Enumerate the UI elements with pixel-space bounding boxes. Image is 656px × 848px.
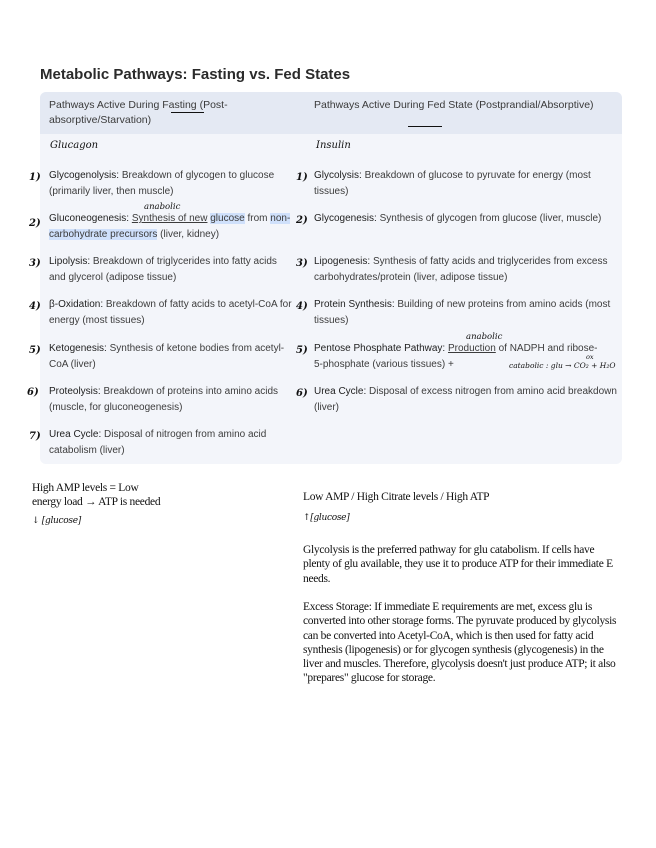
left-note-line-1: High AMP levels = Low <box>32 482 139 494</box>
right-row-number: 1) <box>296 172 308 183</box>
left-row-lipolysis <box>49 254 295 285</box>
left-row-number: 1) <box>29 172 41 183</box>
anabolic-annotation: anabolic <box>144 202 181 212</box>
left-row-number: 5) <box>29 345 41 356</box>
glucagon-annotation: Glucagon <box>50 140 99 151</box>
right-row-glycolysis <box>314 168 620 199</box>
pathway-description: Breakdown of glucose to pyruvate for energy (most tissues) <box>314 170 591 197</box>
left-row-beta-oxidation <box>49 297 295 328</box>
fed-header: Pathways Active During Fed State (Postprandial/Absorptive) <box>314 99 594 111</box>
pathway-name: Pentose Phosphate Pathway: <box>314 343 446 354</box>
pathway-description: Synthesis of new <box>131 213 208 224</box>
pathway-description: Breakdown of proteins into amino acids (muscle, for gluconeogenesis) <box>49 386 279 413</box>
left-row-number: 3) <box>29 258 41 269</box>
pathway-name: Urea Cycle: <box>314 386 367 397</box>
pathway-name: Urea Cycle: <box>49 429 102 440</box>
fed-underline <box>408 126 442 127</box>
catabolic-annotation: catabolic : glu → CO₂ + H₂O <box>509 361 616 370</box>
highlighted-text: glucose <box>210 213 245 224</box>
left-row-proteolysis <box>49 384 295 415</box>
anabolic-annotation: anabolic <box>466 332 503 342</box>
right-row-protein-synthesis <box>314 297 620 328</box>
pathway-name: Lipogenesis: <box>314 256 371 267</box>
pathway-description: Production <box>447 343 496 354</box>
excess-storage-paragraph: Excess Storage: If immediate E requirements are met, excess glu is converted into other storage forms. The pyruvate produced by glycolysis can be converted into Acetyl-CoA, which is then used for fatty acid synthesis (lipogenesis) or for glycogen synthesis (glycogenesis) in the liver and muscles. Therefore, glycolysis doesn't just produce ATP; it also "prepares" glucose for storage. <box>303 601 617 685</box>
pathway-name: Protein Synthesis: <box>314 299 395 310</box>
pathway-description: (liver, kidney) <box>160 228 220 240</box>
glycolysis-paragraph: Glycolysis is the preferred pathway for glu catabolism. If cells have plenty of glu available, they use it to produce ATP for their immediate E needs. <box>303 544 613 585</box>
pathway-name: Ketogenesis: <box>49 343 107 354</box>
right-row-number: 2) <box>296 215 308 226</box>
left-row-gluconeogenesis <box>49 211 295 242</box>
left-row-number: 7) <box>29 431 41 442</box>
left-row-ketogenesis <box>49 341 295 372</box>
right-row-urea-cycle <box>314 384 620 415</box>
pathway-description: Breakdown of fatty acids to acetyl-CoA for energy (most tissues) <box>49 299 292 326</box>
insulin-annotation: Insulin <box>316 140 351 151</box>
pathway-description: Breakdown of triglycerides into fatty acids and glycerol (adipose tissue) <box>49 256 277 283</box>
right-row-lipogenesis <box>314 254 620 285</box>
pathway-name: Lipolysis: <box>49 256 91 267</box>
left-row-urea-cycle <box>49 427 295 458</box>
pathway-description: Synthesis of glycogen from glucose (liver, muscle) <box>379 213 602 224</box>
right-row-glycogenesis <box>314 211 620 227</box>
right-note-line-1: Low AMP / High Citrate levels / High ATP <box>303 491 490 503</box>
pathway-name: Glycogenolysis: <box>49 170 120 181</box>
right-glucose-annotation: ↑[glucose] <box>303 513 350 523</box>
pathway-description: Disposal of excess nitrogen from amino acid breakdown (liver) <box>314 386 617 413</box>
pathway-description: Breakdown of glycogen to glucose (primarily liver, then muscle) <box>49 170 275 197</box>
right-row-number: 3) <box>296 258 308 269</box>
pathway-description: Synthesis of ketone bodies from acetyl-CoA (liver) <box>49 343 285 370</box>
table-header <box>40 92 622 134</box>
pathway-name: Glycolysis: <box>314 170 362 181</box>
pathway-name: Gluconeogenesis: <box>49 213 130 224</box>
highlighted-text: non-carbohydrate precursors <box>49 213 291 240</box>
page-title: Metabolic Pathways: Fasting vs. Fed States <box>40 66 351 83</box>
left-row-glycogenolysis <box>49 168 295 199</box>
left-row-number: 6) <box>27 387 39 398</box>
ox-annotation: ox <box>586 353 594 361</box>
pathway-name: Glycogenesis: <box>314 213 377 224</box>
pathway-description: Disposal of nitrogen from amino acid catabolism (liver) <box>49 429 267 456</box>
left-note-line-2: energy load → ATP is needed <box>32 496 161 508</box>
right-row-number: 5) <box>296 345 308 356</box>
pathway-description: Synthesis of fatty acids and triglycerides from excess carbohydrates/protein (liver, adipose tissue) <box>314 256 608 283</box>
right-row-number: 6) <box>296 388 308 399</box>
pathway-name: β-Oxidation: <box>49 299 104 310</box>
fasting-header: Pathways Active During Fasting (Post-absorptive/Starvation) <box>49 99 228 126</box>
right-row-number: 4) <box>296 301 308 312</box>
fasting-underline <box>171 112 204 113</box>
pathway-name: Proteolysis: <box>49 386 101 397</box>
left-row-number: 2) <box>29 218 41 229</box>
left-row-number: 4) <box>29 301 41 312</box>
pathway-description: Building of new proteins from amino acids (most tissues) <box>314 299 611 326</box>
pathway-description: of NADPH and ribose-5-phosphate (various tissues) + <box>314 343 598 370</box>
left-glucose-annotation: ↓ [glucose] <box>32 516 81 526</box>
pathway-description: from <box>247 213 268 224</box>
